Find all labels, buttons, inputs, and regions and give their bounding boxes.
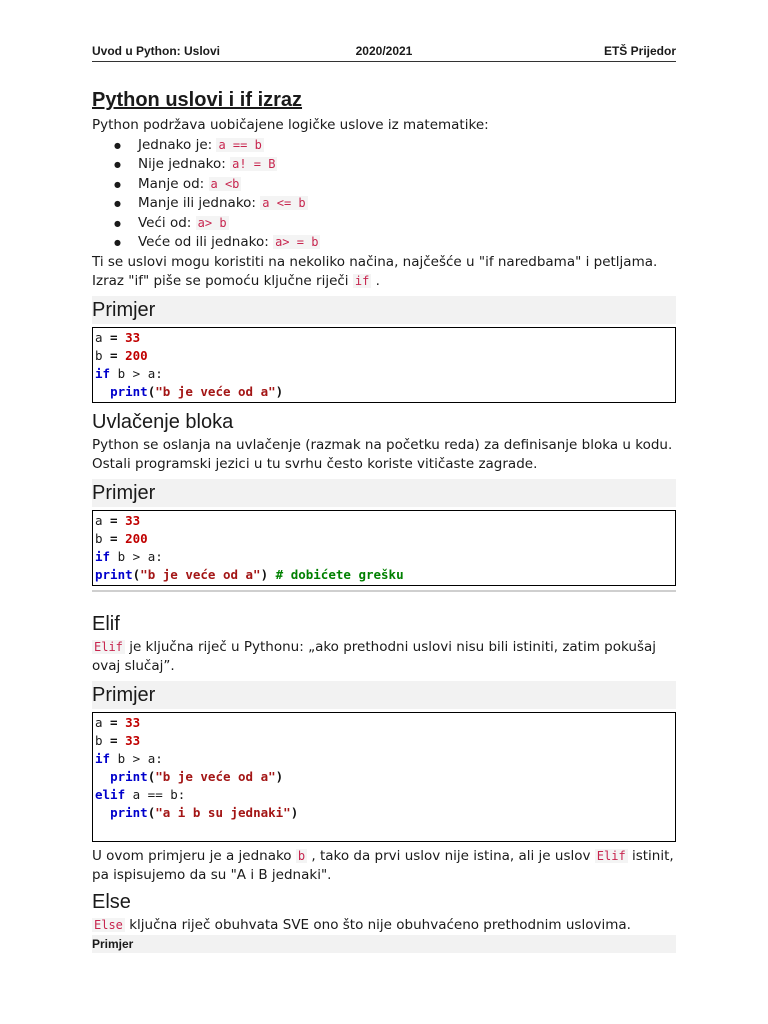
code-block-example-3 — [92, 712, 676, 842]
code-line: print("b je veće od a") — [110, 383, 284, 399]
inline-code: a> = b — [275, 235, 319, 249]
elif-text: Elif je ključna riječ u Pythonu: „ako prethodni uslovi nisu bili istiniti, zatim pokušaj ovaj slučaj”. — [92, 638, 657, 674]
document-body — [92, 86, 676, 953]
list-item: ● Nije jednako: a! = B — [114, 155, 676, 175]
list-item: ● Veći od: a> b — [114, 214, 676, 234]
example-heading: Primjer — [92, 681, 676, 709]
inline-code: a <= b — [262, 196, 306, 210]
inline-code: a <b — [210, 176, 240, 191]
code-block-example-1 — [92, 327, 676, 403]
page-title: Python uslovi i if izraz — [92, 89, 303, 111]
code-line: b = 200 — [95, 530, 148, 546]
code-line: a = 33 — [95, 714, 141, 730]
if-keyword-text: Izraz "if" piše se pomoću ključne riječi if . — [92, 273, 380, 289]
section-heading-else: Else — [92, 890, 131, 913]
list-item: ● Manje od: a <b — [114, 175, 676, 195]
example-subheading: Primjer — [92, 935, 676, 953]
example-heading: Primjer — [92, 296, 676, 324]
code-line: if b > a: — [95, 750, 163, 766]
page-header — [92, 42, 676, 62]
code-line: print("b je veće od a") — [110, 768, 284, 784]
list-item: ● Jednako je: a == b — [114, 136, 676, 156]
code-line: if b > a: — [95, 365, 163, 381]
code-line: print("b je veće od a") # dobićete grešku — [95, 566, 404, 582]
inline-code: Else — [94, 917, 123, 932]
code-line: if b > a: — [95, 548, 163, 564]
code-line: a = 33 — [95, 329, 141, 345]
inline-code: Elif — [596, 848, 626, 863]
code-line: a = 33 — [95, 512, 141, 528]
inline-code: a == b — [218, 137, 262, 152]
section-heading-indent: Uvlačenje bloka — [92, 410, 234, 433]
code-line: elif a == b: — [95, 786, 186, 802]
inline-code: Elif — [94, 639, 123, 654]
code-line: print("a i b su jednaki") — [110, 804, 299, 820]
indent-text: Python se oslanja na uvlačenje (razmak na početku reda) za definisanje bloka u kodu. Ostali programski jezici u tu svrhu često koriste vitičaste zagrade. — [92, 436, 673, 472]
header-right: ETŠ Prijedor — [603, 44, 676, 58]
conditions-list — [92, 136, 676, 253]
inline-code: a> b — [197, 215, 227, 230]
header-left: Uvod u Python: Uslovi — [92, 44, 221, 58]
usage-text: Ti se uslovi mogu koristiti na nekoliko načina, najčešće u "if naredbama" i petljama. — [92, 253, 658, 270]
code-line: b = 33 — [95, 732, 141, 748]
list-item: ● Veće od ili jednako: a> = b — [114, 233, 676, 253]
header-center: 2020/2021 — [355, 44, 413, 58]
elif-explanation: U ovom primjeru je a jednako b , tako da prvi uslov nije istina, ali je uslov Elif istinit, pa ispisujemo da su "A i B jednaki". — [92, 847, 674, 883]
inline-code: b — [297, 848, 306, 863]
code-line: b = 200 — [95, 347, 148, 363]
inline-code: if — [354, 274, 370, 288]
inline-code: a! = B — [232, 157, 276, 171]
else-text: Else ključna riječ obuhvata SVE ono što nije obuhvaćeno prethodnim uslovima. — [94, 916, 631, 933]
section-heading-elif: Elif — [92, 612, 120, 635]
list-item: ● Manje ili jednako: a <= b — [114, 194, 676, 214]
example-heading: Primjer — [92, 479, 676, 507]
code-block-example-2 — [92, 510, 676, 586]
intro-text: Python podržava uobičajene logičke uslove iz matematike: — [92, 117, 489, 133]
divider — [92, 590, 676, 592]
